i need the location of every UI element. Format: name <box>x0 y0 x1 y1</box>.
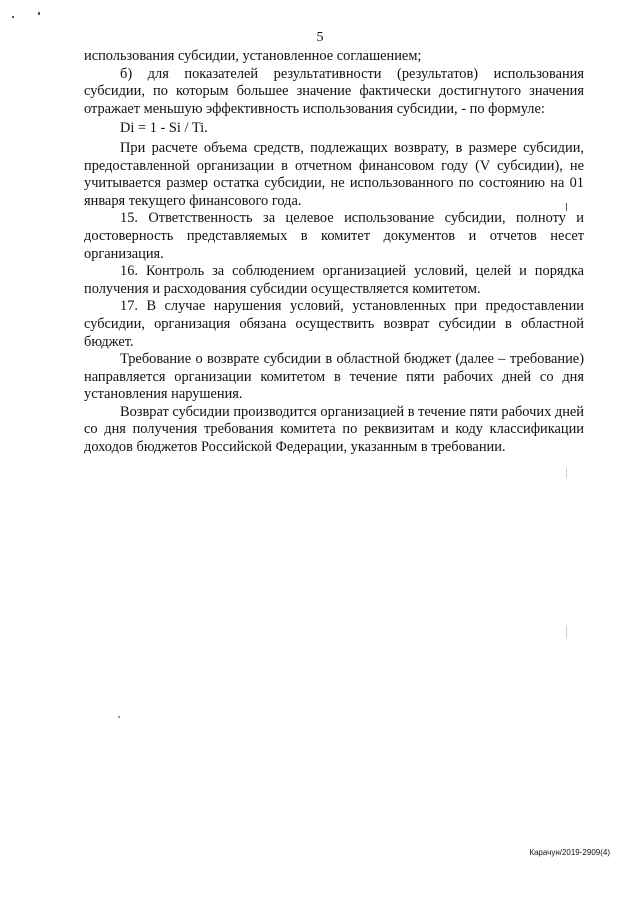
paragraph-item-b: б) для показателей результативности (результатов) использования субсидии, по которым большее значение фактически достигнутого значения отражает меньшую эффективность использования субсидии, - по формуле: <box>84 65 584 117</box>
document-body <box>84 48 584 457</box>
paragraph-continuation: использования субсидии, установленное соглашением; <box>84 48 422 64</box>
page-number: 5 <box>316 30 324 45</box>
paragraph-17: 17. В случае нарушения условий, установленных при предоставлении субсидии, организация обязана осуществить возврат субсидии в областной бюджет. <box>84 298 584 350</box>
scan-speck <box>12 16 14 18</box>
scan-speck <box>118 716 120 718</box>
paragraph-15: 15. Ответственность за целевое использование субсидии, полноту и достоверность представляемых в комитет документов и отчетов несет организация. <box>84 210 584 262</box>
paragraph-refund-demand: Требование о возврате субсидии в областной бюджет (далее – требование) направляется организации комитетом в течение пяти рабочих дней со дня установления нарушения. <box>84 351 584 403</box>
scan-speck <box>566 468 567 478</box>
footer-document-code: Карачун/2019-2909(4) <box>529 848 610 857</box>
formula: Di = 1 - Si / Ti. <box>120 120 208 137</box>
paragraph-refund-procedure: Возврат субсидии производится организацией в течение пяти рабочих дней со дня получения требования комитета по реквизитам и коду классификации доходов бюджетов Российской Федерации, указанным в требовании. <box>84 403 584 456</box>
scan-speck <box>566 625 567 639</box>
paragraph-16: 16. Контроль за соблюдением организацией условий, целей и порядка получения и расходования субсидии осуществляется комитетом. <box>84 263 584 297</box>
scan-speck <box>38 12 40 15</box>
paragraph-refund-calculation: При расчете объема средств, подлежащих возврату, в размере субсидии, предоставленной организации в отчетном финансовом году (V субсидии), не учитывается размер остатка субсидии, не использованного по состоянию на 01 января текущего финансового года. <box>84 139 584 209</box>
